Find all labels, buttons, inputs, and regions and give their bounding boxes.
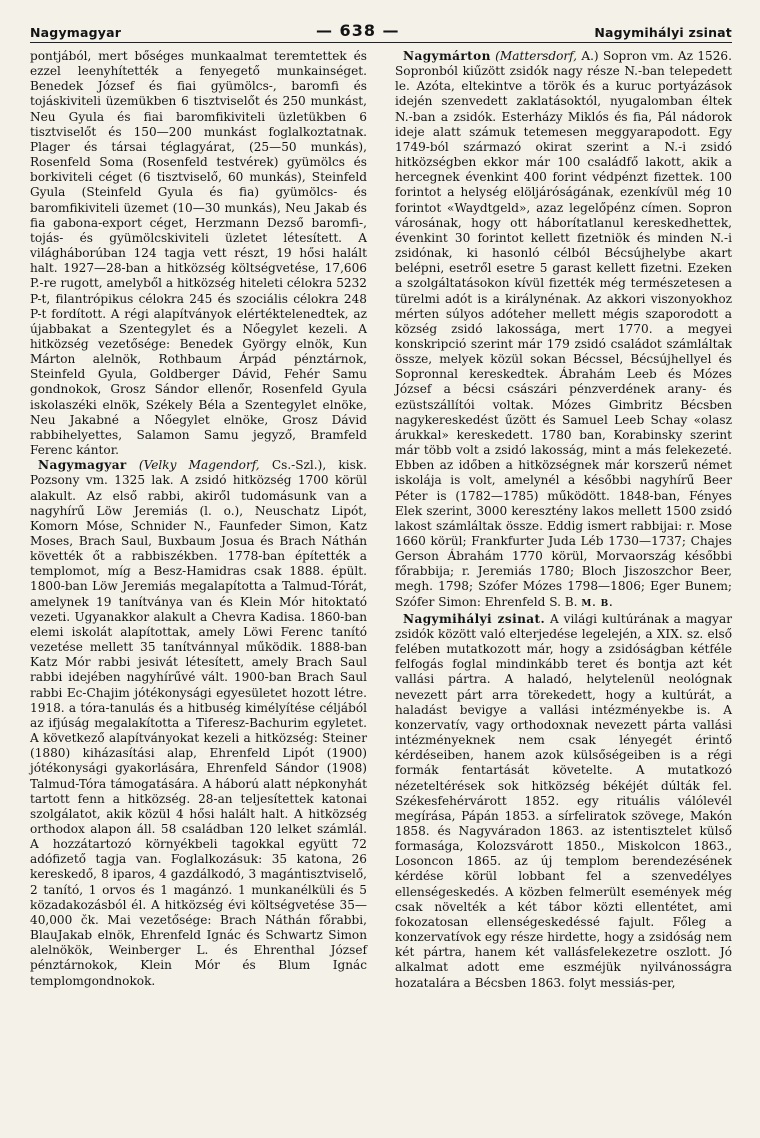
entry-nagymihalyi-zsinat	[395, 612, 732, 991]
left-column	[30, 49, 367, 991]
text-columns	[30, 49, 732, 991]
entry-body: A világi kultúrának a magyar zsidók között való elterjedése legelején, a XIX. sz. első felében mutatkozott már, hogy a zsidóságban kétféle felfogás foglal mindinkább teret és bontja azt két vallási pártra. A haladó, helytelenül neológnak nevezett párt arra törekedett, hogy a kultúrát, a haladást bevigye a vallási intézményekbe is. A konzervatív, vagy orthodoxnak nevezett párta vallási intézményeknek nem csak lényegét érintő kérdéseiben, hanem azok külsőségeiben is a régi formák fentartását követelte. A mutatkozó nézeteltérések sok hitközség békéjét dúlták fel. Székesfehérvárott 1852. egy rituális válólevél megírása, Pápán 1853. a sírfeliratok szövege, Makón 1858. és Nagyváradon 1863. az istentisztelet külső formasága, Kolozsvárott 1850., Miskolcon 1863., Losoncon 1865. az új templom berendezésének kérdése körül lobbant fel a szenvedélyes ellenségeskedés. A közben felmerült események még csak növelték a két tábor közti ellentétet, ami fokozatosan ellenségeskedéssé fajult. Főleg a konzervatívok egy része hirdette, hogy a zsidóság nem két pártra, hanem két vallásfelekezetre oszlott. Jó alkalmat adott eme eszméjük nyilvánosságra hozatalára a Bécsben 1863. folyt messiás-per,	[395, 611, 732, 990]
running-header	[30, 18, 732, 43]
header-right: Nagymihályi zsinat	[594, 25, 732, 40]
right-column	[395, 49, 732, 991]
entry-body: Cs.-Szl.), kisk. Pozsony vm. 1325 lak. A zsidó hitközség 1700 körül alakult. Az első rabbi, akiről tudomásunk van a nagyhírű Löw Jeremiás (l. o.), Neuschatz Lipót, Komorn Móse, Schnider N., Faunfeder Simon, Katz Moses, Brach Saul, Buxbaum Josua és Brach Náthán követték őt a rabbiszékben. 1778-ban építették a templomot, míg a Besz-Hamidras csak 1888. épült. 1800-ban Löw Jeremiás megalapította a Talmud-Tórát, amelynek 19 tanítványa van és Klein Mór hitoktató vezeti. Ugyanakkor alakult a Chevra Kadisa. 1860-ban elemi iskolát alapítottak, amely Löwi Ferenc tanító vezetése mellett 35 tanítvánnyal működik. 1888-ban Katz Mór rabbi jesivát létesített, amely Brach Saul rabbi idejében nagyhírűvé vált. 1900-ban Brach Saul rabbi Ec-Chajim jótékonysági egyesületet hozott létre. 1918. a tóra-tanulás és a hitbuség kimélyítése céljából az ifjúság megalakította a Tiferesz-Bachurim egyletet. A következő alapítványokat kezeli a hitközség: Steiner (1880) kiházasítási alap, Ehrenfeld Lipót (1900) jótékonysági gyakorlására, Ehrenfeld Sándor (1908) Talmud-Tóra támogatására. A háború alatt népkonyhát tartott fenn a hitközség. 28-an teljesítettek katonai szolgálatot, akik közül 4 hősi halált halt. A hitközség orthodox alapon áll. 58 családban 120 lelket számlál. A hozzátartozó környékbeli tagokkal együtt 72 adófizető tagja van. Foglalkozásuk: 35 katona, 26 kereskedő, 8 iparos, 4 gazdálkodó, 3 magántisztviselő, 2 tanító, 1 orvos és 1 magánzó. 1 munkanélküli és 5 közadakozásból él. A hitközség évi költségvetése 35—40,000 čk. Mai vezetősége: Brach Náthán főrabbi, BlauJakab elnök, Ehrenfeld Ignác és Schwartz Simon alelnökök, Weinberger L. és Ehrenthal József pénztárnokok, Klein Mór és Blum Ignác templomgondnokok.	[30, 458, 367, 988]
author-signature: M. B.	[581, 598, 614, 609]
entry-body: A.) Sopron vm. Az 1526. Sopronból kiűzött zsidók nagy része N.-ban telepedett le. Azóta, eltekintve a török és a kuruc portyázások idején szenvedett zaklatásoktól, nyugalomban éltek N.-ban a zsidók. Esterházy Miklós és fia, Pál nádorok ideje alatt számuk tetemesen meggyarapodott. Egy 1749-ból származó okirat szerint a N.-i zsidó hitközségben ekkor már 100 családfő lakott, akik a hercegnek évenkint 400 forint védpénzt fizettek. 100 forintot a helység elöljáróságának, ezenkívül még 10 forintot «Waydtgeld», azaz legelőpénz címen. Sopron városának, hogy ott háborítatlanul kereskedhettek, évenkint 30 forintot kellett fizetniök és minden N.-i zsidónak, ki hasonló célból Bécsújhelybe akart belépni, esetről esetre 5 garast kellett fizetni. Ezeken a szolgáltatásokon kívül fizették még természetesen a türelmi adót is a királynénak. Az akkori viszonyokhoz mérten súlyos adóteher mellett mégis szaporodott a község zsidó lakossága, mert 1770. a megyei konskripció szerint már 179 zsidó családot számláltak össze, melyek közül sokan Bécssel, Bécsújhellyel és Sopronnal kereskedtek. Ábrahám Leeb és Mózes József a bécsi császári pénzverdének arany- és ezüstszállítói voltak. Mózes Gimbritz Bécsben nagykereskedést űzött és Samuel Leeb Schay «olasz árukkal» kereskedett. 1780 ban, Korabinsky szerint már több volt a zsidó lakosság, mint a más felekezeté. Ebben az időben a hitközségnek már korszerű német iskolája is volt, amelynél a későbbi nagyhírű Beer Péter is (1782—1785) működött. 1848-ban, Fényes Elek szerint, 3000 keresztény lakos mellett 1500 zsidó lakost számláltak össze. Eddig ismert rabbijai: r. Mose 1660 körül; Frankfurter Juda Léb 1730—1737; Chajes Gerson Ábrahám 1770 körül, Morvaország későbbi főrabbija; r. Jeremiás 1780; Bloch Jiszoszchor Beer, megh. 1798; Szófer Mózes 1798—1806; Eger Bunem; Szófer Simon: Ehrenfeld S. B.	[395, 49, 732, 609]
entry-nagymagyar	[30, 458, 367, 988]
paragraph: pontjából, mert bőséges munkaalmat teremtettek és ezzel leenyhítették a fenyegető munkainséget. Benedek József és fiai gyümölcs-, baromfi és tojáskiviteli üzemükben 6 tisztviselőt és 250 munkást, Neu Gyula és fiai baromfikiviteli üzletükben 6 tisztviselőt és 150—200 munkást foglalkoztatnak. Plager és társai téglagyárat, (25—50 munkás), Rosenfeld Soma (Rosenfeld testvérek) gyümölcs és borkiviteli céget (6 tisztviselő, 60 munkás), Steinfeld Gyula (Steinfeld Gyula és fia) gyümölcs- és baromfikiviteli üzemet (10—30 munkás), Neu Jakab és fia gabona-export céget, Herzmann Dezső baromfi-, tojás- és gyümölcskiviteli üzletet létesített. A világháborúban 124 tagja vett részt, 19 hősi halált halt. 1927—28-ban a hitközség költségvetése, 17,606 P.-re rugott, amelyből a hitközség hiteleti célokra 5232 P-t, filantrópikus célokra 245 és szociális célokra 248 P-t fordított. A régi alapítványok elértéktelenedtek, az újabbakat a Szentegylet és a Nőegylet kezeli. A hitközség vezetősége: Benedek György elnök, Kun Márton alelnök, Rothbaum Árpád pénztárnok, Steinfeld Gyula, Goldberger Dávid, Fehér Samu gondnokok, Grosz Sándor ellenőr, Rosenfeld Gyula iskolaszéki elnök, Székely Béla a Szentegylet elnöke, Neu Jakabné a Nőegylet elnöke, Grosz Dávid rabbihelyettes, Salamon Samu jegyző, Bramfeld Ferenc kántor.	[30, 49, 367, 458]
entry-heading: Nagymihályi zsinat.	[403, 611, 546, 626]
header-left: Nagymagyar	[30, 25, 122, 40]
entry-alt-name: (Velky Magendorf,	[138, 458, 260, 473]
entry-nagymarton	[395, 49, 732, 612]
page-number: — 638 —	[315, 21, 400, 40]
entry-alt-name: (Mattersdorf,	[495, 49, 578, 63]
entry-heading: Nagymárton	[403, 49, 491, 63]
entry-heading: Nagymagyar	[38, 458, 127, 473]
